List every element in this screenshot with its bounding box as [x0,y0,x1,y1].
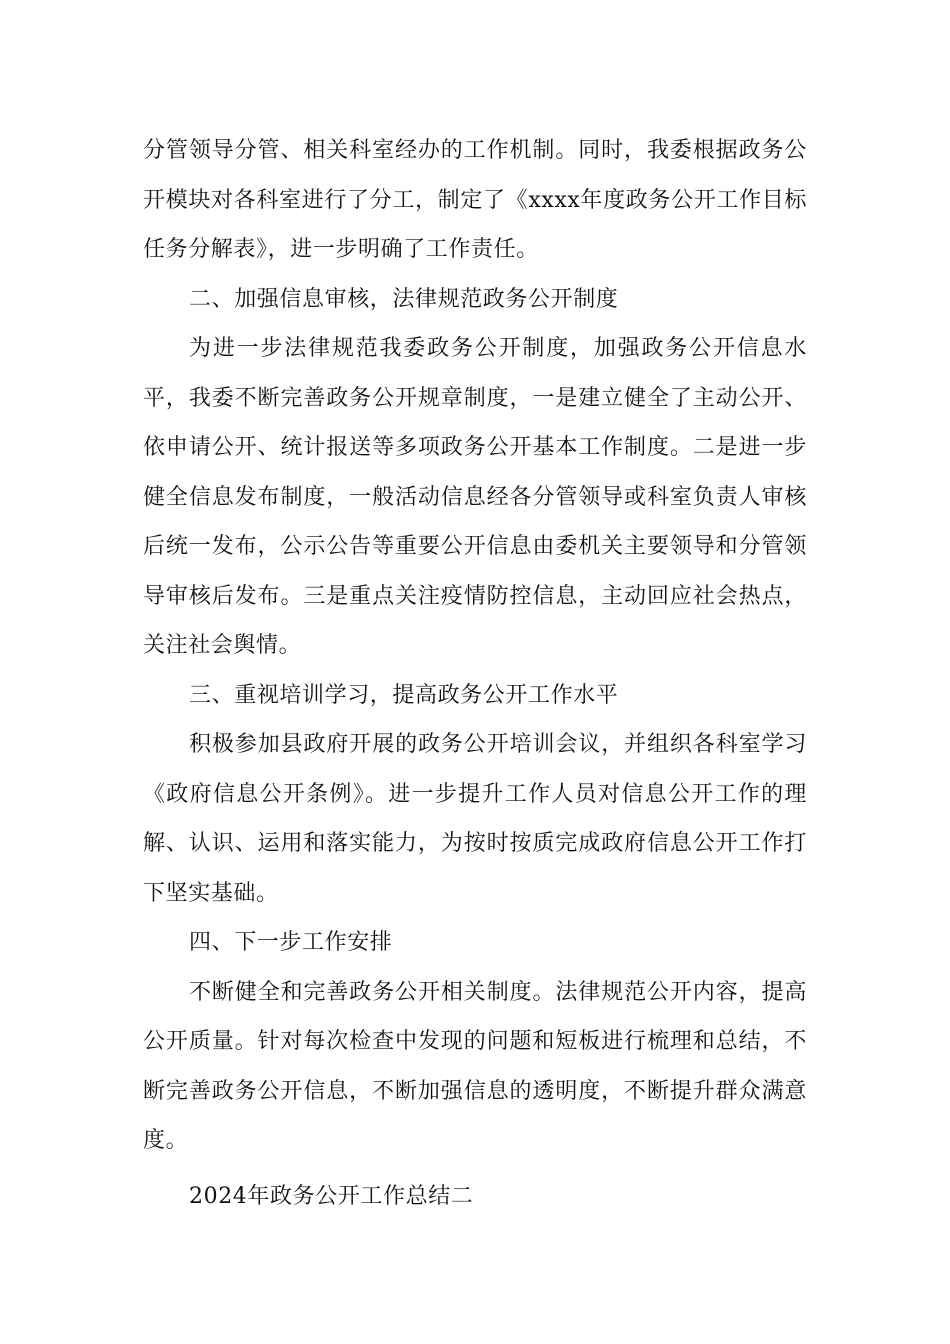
paragraph-continuation: 分管领导分管、相关科室经办的工作机制。同时，我委根据政务公开模块对各科室进行了分工，制定了《xxxx年度政务公开工作目标任务分解表》，进一步明确了工作责任。 [143,138,807,262]
document-body [143,126,807,1166]
paragraph-section-2: 为进一步法律规范我委政务公开制度，加强政务公开信息水平，我委不断完善政务公开规章制度，一是建立健全了主动公开、依申请公开、统计报送等多项政务公开基本工作制度。二是进一步健全信息发布制度，一般活动信息经各分管领导或科室负责人审核后统一发布，公示公告等重要公开信息由委机关主要领导和分管领导审核后发布。三是重点关注疫情防控信息，主动回应社会热点，关注社会舆情。 [143,336,807,658]
closing-title: 2024年政务公开工作总结二 [189,1184,474,1209]
paragraph-section-4: 不断健全和完善政务公开相关制度。法律规范公开内容，提高公开质量。针对每次检查中发现的问题和短板进行梳理和总结，不断完善政务公开信息，不断加强信息的透明度，不断提升群众满意度。 [143,979,807,1153]
section-heading-4: 四、下一步工作安排 [189,930,393,955]
paragraph-section-3: 积极参加县政府开展的政务公开培训会议，并组织各科室学习《政府信息公开条例》。进一步提升工作人员对信息公开工作的理解、认识、运用和落实能力，为按时按质完成政府信息公开工作打下坚实基础。 [143,732,807,906]
section-heading-3: 三、重视培训学习，提高政务公开工作水平 [189,682,619,708]
section-heading-2: 二、加强信息审核，法律规范政务公开制度 [189,286,619,312]
